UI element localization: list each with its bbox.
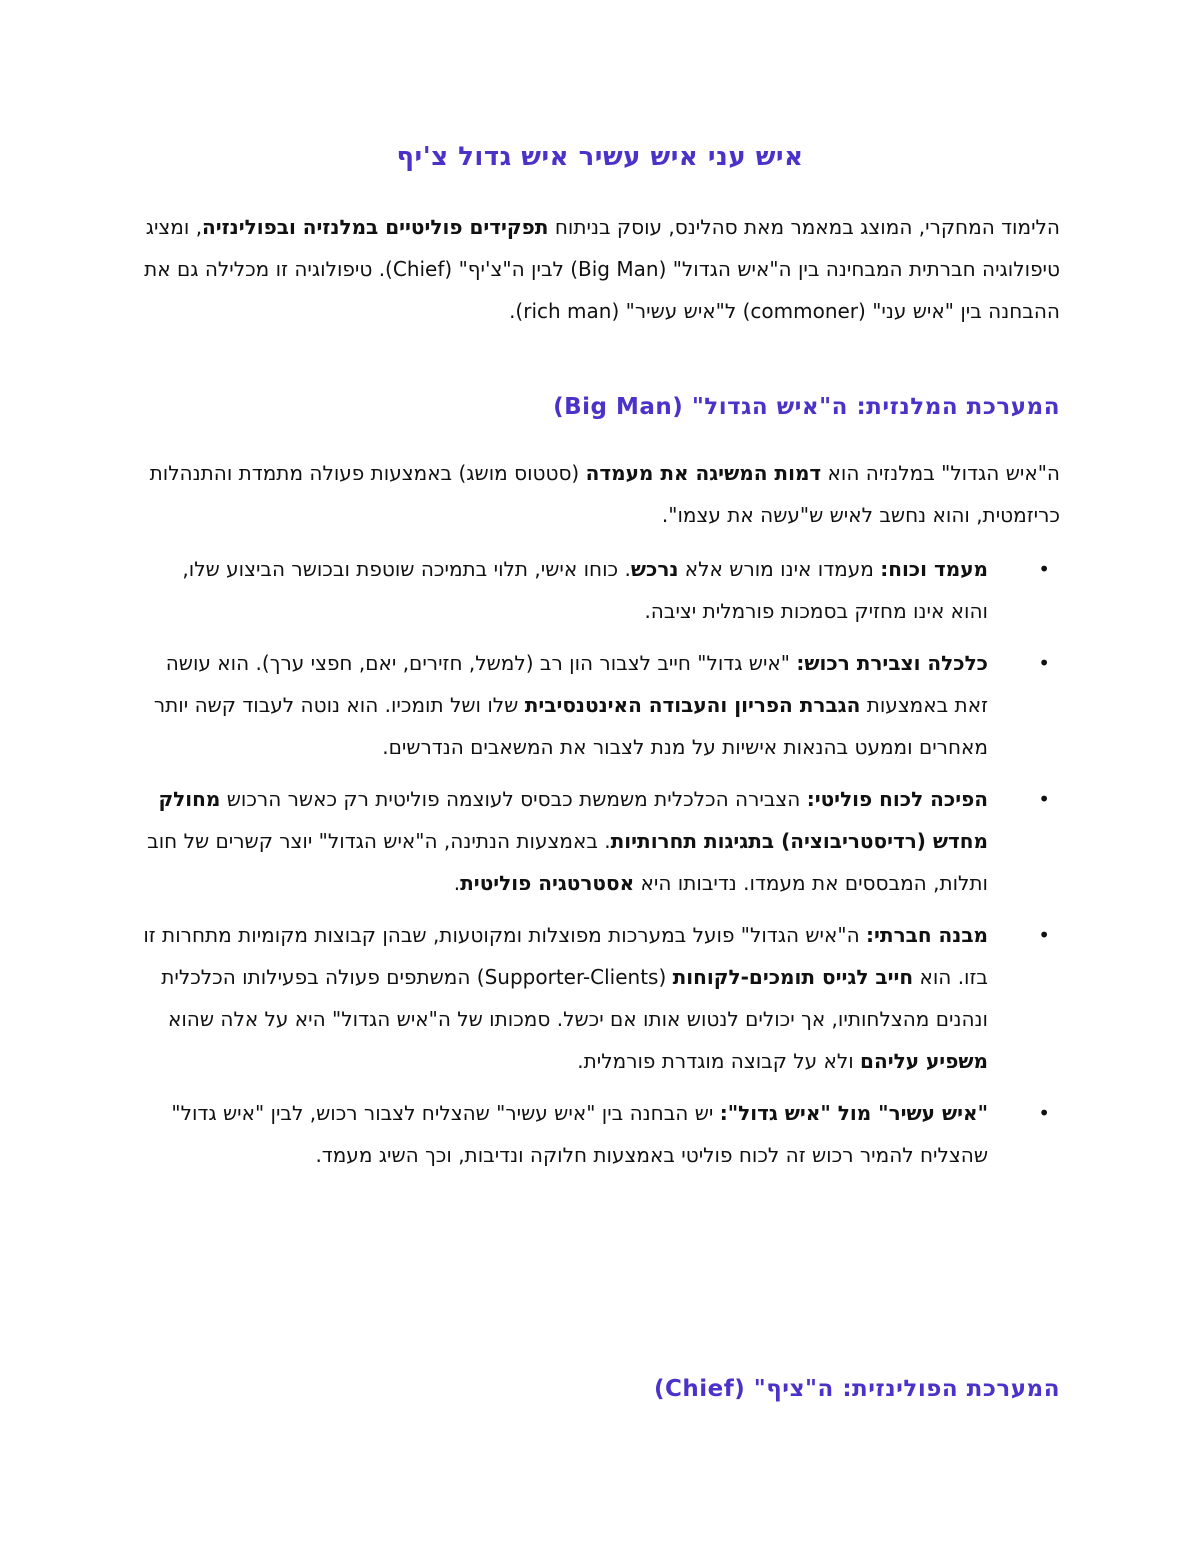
- big-man-paragraph: [140, 452, 1060, 536]
- bullet-icon: •: [1038, 557, 1050, 581]
- paragraph-text: ה"איש הגדול" במלנזיה הוא: [821, 461, 1060, 485]
- bullet-label: מבנה חברתי:: [866, 923, 988, 947]
- bullet-icon: •: [1038, 1101, 1050, 1125]
- bullet-icon: •: [1038, 787, 1050, 811]
- bullet-text: ה"איש הגדול" פועל במערכות מפוצלות ומקוטעות, שבהן קבוצות מקומיות מתחרות זו בזו. הוא: [143, 923, 988, 989]
- bullet-icon: •: [1038, 923, 1050, 947]
- bullet-bold-text: אסטרטגיה פוליטית: [460, 871, 635, 895]
- bullet-text: מעמדו אינו מורש אלא: [678, 557, 881, 581]
- intro-paragraph: [140, 206, 1060, 332]
- section-heading-big-man: המערכת המלנזית: ה"איש הגדול" (Big Man): [553, 394, 1060, 420]
- list-item: [140, 1092, 1060, 1176]
- bullet-text: שלו ושל תומכיו. הוא נוטה לעבוד קשה יותר מאחרים וממעט בהנאות אישיות על מנת לצבור את המשאבים הנדרשים.: [153, 693, 988, 759]
- bullet-label: הפיכה לכוח פוליטי:: [806, 787, 988, 811]
- bullet-bold-text: מחולק מחדש (רדיסטריבוציה) בתגיגות תחרותיות: [158, 787, 988, 853]
- bullet-text: . כוחו אישי, תלוי בתמיכה שוטפת ובכושר הביצוע שלו, והוא אינו מחזיק בסמכות פורמלית יציבה.: [182, 557, 988, 623]
- paragraph-bold-text: דמות המשיגה את מעמדה: [585, 461, 822, 485]
- bullet-text: יש הבחנה בין "איש עשיר" שהצליח לצבור רכוש, לבין "איש גדול" שהצליח להמיר רכוש זה לכוח פוליטי באמצעות חלוקה ונדיבות, וכך השיג מעמד.: [171, 1101, 988, 1167]
- list-item: [140, 642, 1060, 768]
- bullet-text: ולא על קבוצה מוגדרת פורמלית.: [577, 1049, 861, 1073]
- intro-text: הלימוד המחקרי, המוצג במאמר מאת סהלינס, עוסק בניתוח: [548, 215, 1060, 239]
- intro-bold-text: תפקידים פוליטיים במלנזיה ובפולינזיה: [202, 215, 549, 239]
- bullet-bold-text: נרכש: [630, 557, 679, 581]
- bullet-icon: •: [1038, 651, 1050, 675]
- bullet-label: "איש עשיר" מול "איש גדול":: [719, 1101, 988, 1125]
- bullet-text: "איש גדול" חייב לצבור הון רב (למשל, חזירים, יאם, חפצי ערך). הוא עושה זאת באמצעות: [165, 651, 988, 717]
- section-heading-chief: המערכת הפולינזית: ה"ציף" (Chief): [653, 1376, 1060, 1402]
- big-man-bullet-list: [140, 548, 1060, 1186]
- bullet-bold-text: הגברת הפריון והעבודה האינטנסיבית: [524, 693, 861, 717]
- list-item: [140, 778, 1060, 904]
- bullet-label: כלכלה וצבירת רכוש:: [796, 651, 988, 675]
- bullet-text: .: [453, 871, 461, 895]
- list-item: [140, 914, 1060, 1082]
- bullet-bold-text: חייב לגייס תומכים-לקוחות: [672, 965, 914, 989]
- intro-text: , ומציג טיפולוגיה חברתית המבחינה בין ה"איש הגדול" (Big Man) לבין ה"צ'יף" (Chief). טיפולוגיה זו מכלילה גם את ההבחנה בין "איש עני" (commoner) ל"איש עשיר" (rich man).: [144, 215, 1060, 323]
- document-title: איש עני איש עשיר איש גדול צ'יף: [396, 142, 804, 172]
- bullet-text: . באמצעות הנתינה, ה"איש הגדול" יוצר קשרים של חוב ותלות, המבססים את מעמדו. נדיבותו היא: [147, 829, 988, 895]
- bullet-label: מעמד וכוח:: [880, 557, 988, 581]
- bullet-text: (Supporter-Clients) המשתפים פעולה בפעילותו הכלכלית ונהנים מהצלחותיו, אך יכולים לנטוש אותו אם יכשל. סמכותו של ה"איש הגדול" היא על אלה שהוא: [161, 965, 988, 1031]
- bullet-bold-text: משפיע עליהם: [860, 1049, 988, 1073]
- bullet-text: הצבירה הכלכלית משמשת כבסיס לעוצמה פוליטית רק כאשר הרכוש: [220, 787, 807, 811]
- list-item: [140, 548, 1060, 632]
- paragraph-text: (סטטוס מושג) באמצעות פעולה מתמדת והתנהלות כריזמטית, והוא נחשב לאיש ש"עשה את עצמו".: [149, 461, 1060, 527]
